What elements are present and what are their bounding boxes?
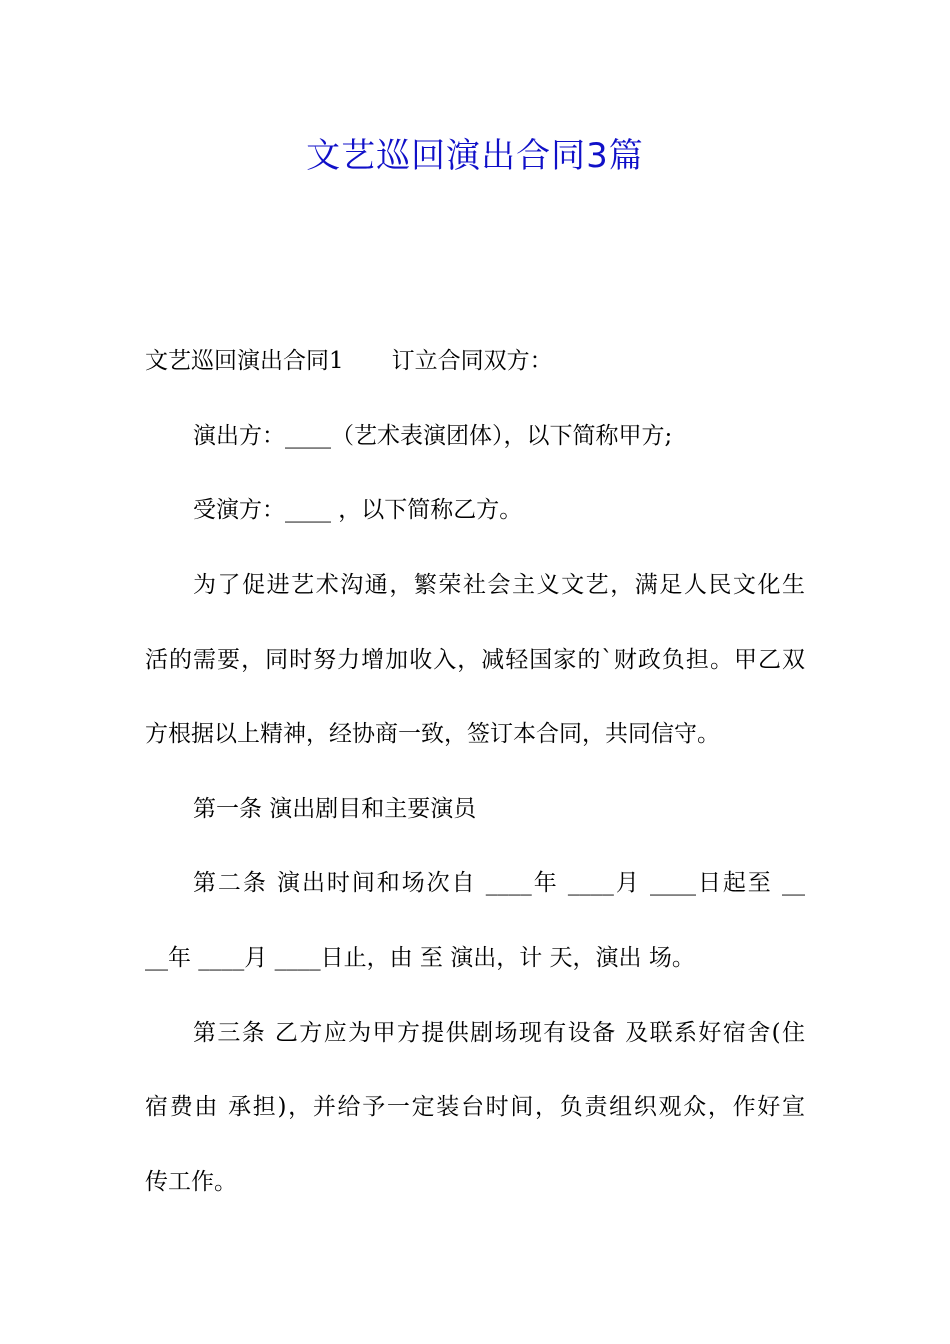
- contract-subtitle: 文艺巡回演出合同1: [145, 348, 344, 374]
- parties-label: 订立合同双方：: [391, 348, 553, 374]
- paragraph-purpose-line-3: 方根据以上精神，经协商一致，签订本合同，共同信守。: [145, 721, 720, 747]
- paragraph-receiver: 受演方：____ ，以下简称乙方。: [193, 497, 523, 523]
- article-3-line-3: 传工作。: [145, 1169, 237, 1195]
- contract-heading-line: [145, 346, 805, 376]
- article-2-line-2: __年 ____月 ____日止，由 至 演出，计 天，演出 场。: [145, 945, 695, 971]
- article-2-line-1: 第二条 演出时间和场次自 ____年 ____月 ____日起至 __: [193, 870, 805, 896]
- article-1: 第一条 演出剧目和主要演员: [193, 796, 477, 822]
- article-3-line-1: 第三条 乙方应为甲方提供剧场现有设备 及联系好宿舍(住: [193, 1020, 805, 1046]
- paragraph-purpose-line-2: 活的需要，同时努力增加收入，减轻国家的`财政负担。甲乙双: [145, 647, 805, 673]
- paragraph-performer: 演出方：____（艺术表演团体），以下简称甲方;: [193, 423, 673, 449]
- article-3-line-2: 宿费由 承担)，并给予一定装台时间，负责组织观众，作好宣: [145, 1094, 805, 1120]
- paragraph-purpose-line-1: 为了促进艺术沟通，繁荣社会主义文艺，满足人民文化生: [193, 572, 805, 598]
- document-title: 文艺巡回演出合同3篇: [306, 136, 644, 176]
